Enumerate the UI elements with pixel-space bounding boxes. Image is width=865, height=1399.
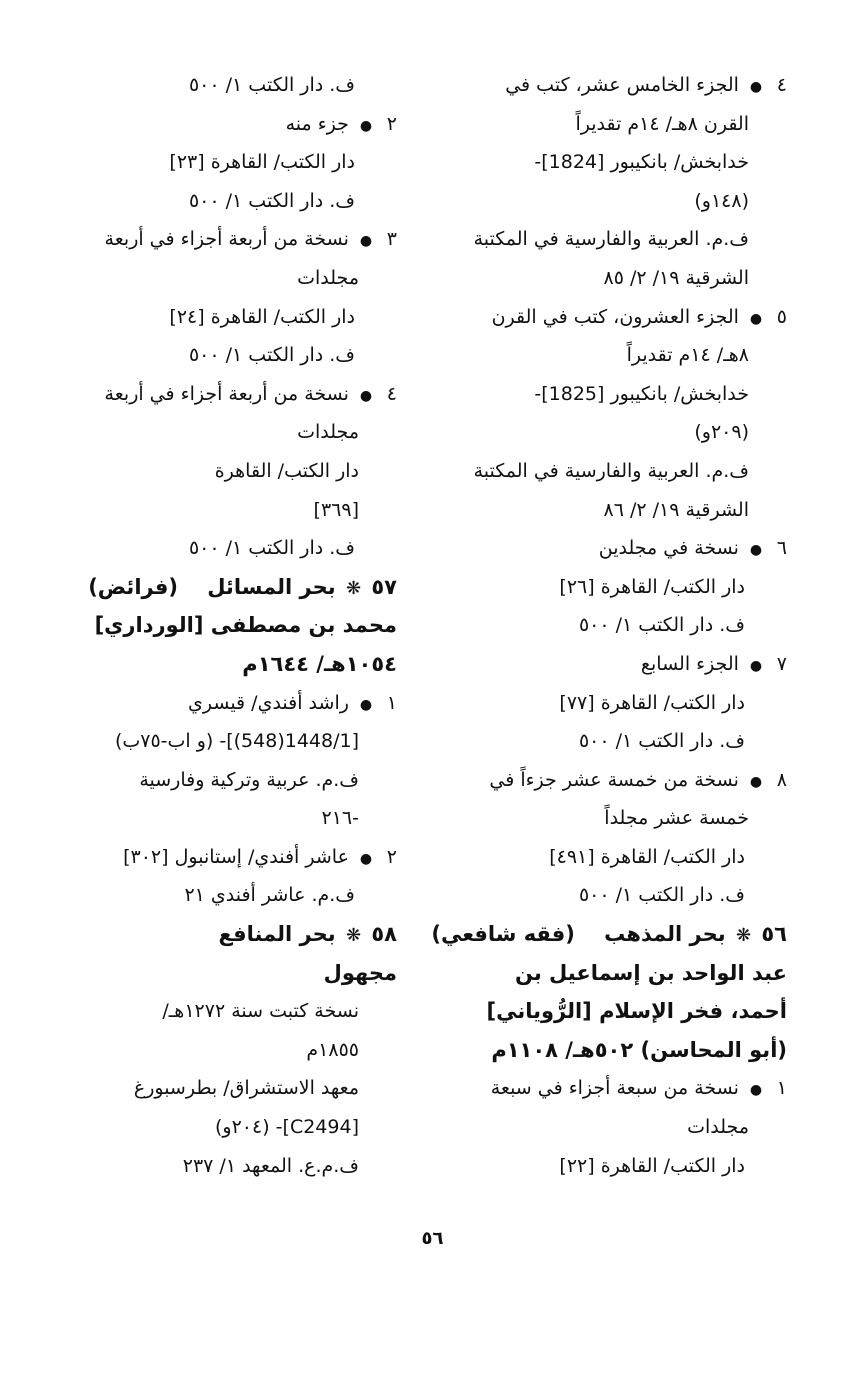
entry-text: نسخة كتبت سنة ١٢٧٢هـ/ bbox=[162, 1000, 359, 1023]
bullet-icon: ● bbox=[359, 233, 373, 250]
entry-text: عاشر أفندي/ إستانبول [٣٠٢] bbox=[123, 845, 349, 868]
author-line: مجهول bbox=[323, 960, 397, 985]
entry-text: الشرقية ١٩/ ٢/ ٨٥ bbox=[603, 266, 749, 289]
entry-text: دار الكتب/ القاهرة [٧٧] bbox=[559, 691, 745, 714]
entry-text: ف. دار الكتب ١/ ٥٠٠ bbox=[188, 537, 355, 560]
entry-text: دار الكتب/ القاهرة [٢٣] bbox=[169, 151, 355, 174]
entry-text: مجلدات bbox=[687, 1116, 749, 1139]
entry-text: مجلدات bbox=[297, 266, 359, 289]
entry-text: نسخة في مجلدين bbox=[598, 537, 739, 560]
entry-number: ٢ bbox=[386, 112, 397, 135]
entry-text: نسخة من أربعة أجزاء في أربعة bbox=[104, 382, 349, 405]
entry-text: خمسة عشر مجلداً bbox=[604, 807, 749, 830]
section-heading bbox=[63, 915, 397, 954]
entry-text: ف. دار الكتب ١/ ٥٠٠ bbox=[578, 884, 745, 907]
entry-text: ف.م. عربية وتركية وفارسية bbox=[139, 768, 359, 791]
section-number: ٥٨ bbox=[371, 922, 397, 947]
bullet-icon: ● bbox=[359, 117, 373, 134]
entry-text: جزء منه bbox=[285, 112, 349, 135]
section-title: بحر المنافع bbox=[218, 922, 336, 947]
entry-text: ف. دار الكتب ١/ ٥٠٠ bbox=[188, 74, 355, 96]
section-number: ٥٦ bbox=[761, 922, 787, 947]
list-item bbox=[63, 220, 397, 259]
list-item bbox=[63, 684, 397, 723]
author-line: محمد بن مصطفى [الورداري] bbox=[94, 613, 397, 638]
section-title: بحر المسائل bbox=[207, 574, 336, 599]
entry-text: ف. دار الكتب ١/ ٥٠٠ bbox=[188, 344, 355, 367]
entry-text: الجزء العشرون، كتب في القرن bbox=[491, 305, 739, 328]
entry-text: مجلدات bbox=[297, 421, 359, 444]
entry-text: دار الكتب/ القاهرة [٢٤] bbox=[169, 305, 355, 328]
section-heading bbox=[431, 915, 787, 954]
entry-text: خدابخش/ بانكيبور [1824]- bbox=[534, 151, 749, 174]
bullet-icon: ● bbox=[749, 79, 763, 95]
bullet-icon: ● bbox=[749, 542, 763, 559]
entry-text: معهد الاستشراق/ بطرسبورغ bbox=[133, 1077, 359, 1100]
entry-number: ٤ bbox=[386, 382, 397, 405]
author-line: عبد الواحد بن إسماعيل بن bbox=[514, 960, 787, 985]
section-title: بحر المذهب bbox=[604, 922, 726, 947]
list-item bbox=[454, 761, 787, 800]
bullet-icon: ● bbox=[749, 1082, 763, 1099]
entry-text: [C2494]- (٢٠٤و) bbox=[215, 1116, 359, 1139]
entry-text: الجزء السابع bbox=[640, 652, 739, 675]
asterisk-icon: ❋ bbox=[345, 925, 362, 947]
list-item bbox=[454, 645, 787, 684]
section-subject: (فقه شافعي) bbox=[431, 922, 575, 947]
entry-text: ١٨٥٥م bbox=[306, 1038, 359, 1061]
entry-number: ٣ bbox=[386, 228, 397, 251]
entry-text: دار الكتب/ القاهرة [٢٦] bbox=[559, 575, 745, 598]
bullet-icon: ● bbox=[749, 310, 763, 327]
entry-text: ف.م. العربية والفارسية في المكتبة bbox=[473, 459, 749, 482]
entry-text: الشرقية ١٩/ ٢/ ٨٦ bbox=[603, 498, 749, 521]
entry-text: (١٤٨و) bbox=[694, 189, 749, 212]
entry-text: دار الكتب/ القاهرة [٢٢] bbox=[559, 1154, 745, 1177]
entry-text: خدابخش/ بانكيبور [1825]- bbox=[534, 382, 749, 405]
entry-number: ٧ bbox=[776, 652, 787, 675]
section-subject: (فرائض) bbox=[88, 574, 178, 599]
section-number: ٥٧ bbox=[371, 574, 397, 599]
list-item bbox=[63, 838, 397, 877]
author-line: أحمد، فخر الإسلام [الرُّوياني] bbox=[486, 999, 787, 1024]
entry-number: ٢ bbox=[386, 845, 397, 868]
list-item bbox=[454, 298, 787, 337]
entry-number: ١ bbox=[776, 1077, 787, 1100]
entry-text: ف.م.ع. المعهد ١/ ٢٣٧ bbox=[182, 1154, 359, 1177]
entry-text: دار الكتب/ القاهرة bbox=[214, 459, 359, 482]
list-item bbox=[454, 66, 787, 105]
page-number: ٥٦ bbox=[421, 1228, 444, 1249]
entry-text: ف.م. عاشر أفندي ٢١ bbox=[184, 884, 355, 907]
entry-text: دار الكتب/ القاهرة [٤٩١] bbox=[549, 845, 745, 868]
entry-text: [٣٦٩] bbox=[313, 498, 359, 521]
list-item bbox=[454, 529, 787, 568]
bullet-icon: ● bbox=[749, 657, 763, 674]
entry-text: القرن ٨هـ/ ١٤م تقديراً bbox=[575, 112, 749, 135]
asterisk-icon: ❋ bbox=[735, 925, 752, 947]
entry-text: ٨هـ/ ١٤م تقديراً bbox=[626, 344, 749, 367]
entry-text: -٢١٦ bbox=[321, 807, 359, 830]
list-item bbox=[63, 375, 397, 414]
entry-text: ف.م. العربية والفارسية في المكتبة bbox=[473, 228, 749, 251]
entry-text: ف. دار الكتب ١/ ٥٠٠ bbox=[188, 189, 355, 212]
entry-number: ١ bbox=[386, 691, 397, 714]
entry-text: [1448/1(548)]- (و اب-٧٥ب) bbox=[114, 730, 359, 753]
entry-number: ٤ bbox=[776, 74, 787, 96]
entry-text: راشد أفندي/ قيسري bbox=[188, 691, 349, 714]
author-line: (أبو المحاسن) ٥٠٢هـ/ ١١٠٨م bbox=[491, 1037, 787, 1062]
entry-text: (٢٠٩و) bbox=[694, 421, 749, 444]
bullet-icon: ● bbox=[749, 773, 763, 790]
entry-number: ٦ bbox=[776, 537, 787, 560]
entry-text: ف. دار الكتب ١/ ٥٠٠ bbox=[578, 730, 745, 753]
bullet-icon: ● bbox=[359, 850, 373, 867]
bullet-icon: ● bbox=[359, 696, 373, 713]
section-heading bbox=[63, 568, 397, 607]
entry-number: ٨ bbox=[776, 768, 787, 791]
entry-text: نسخة من خمسة عشر جزءاً في bbox=[489, 768, 739, 791]
entry-number: ٥ bbox=[776, 305, 787, 328]
bullet-icon: ● bbox=[359, 387, 373, 404]
entry-text: ف. دار الكتب ١/ ٥٠٠ bbox=[578, 614, 745, 637]
left-column bbox=[63, 66, 397, 1185]
list-item bbox=[454, 1069, 787, 1108]
asterisk-icon: ❋ bbox=[345, 577, 362, 599]
right-column bbox=[431, 66, 787, 1185]
entry-text: نسخة من أربعة أجزاء في أربعة bbox=[104, 228, 349, 251]
entry-text: نسخة من سبعة أجزاء في سبعة bbox=[490, 1077, 739, 1100]
author-line: ١٠٥٤هـ/ ١٦٤٤م bbox=[242, 651, 397, 676]
entry-text: الجزء الخامس عشر، كتب في bbox=[505, 74, 739, 96]
list-item bbox=[63, 105, 397, 144]
